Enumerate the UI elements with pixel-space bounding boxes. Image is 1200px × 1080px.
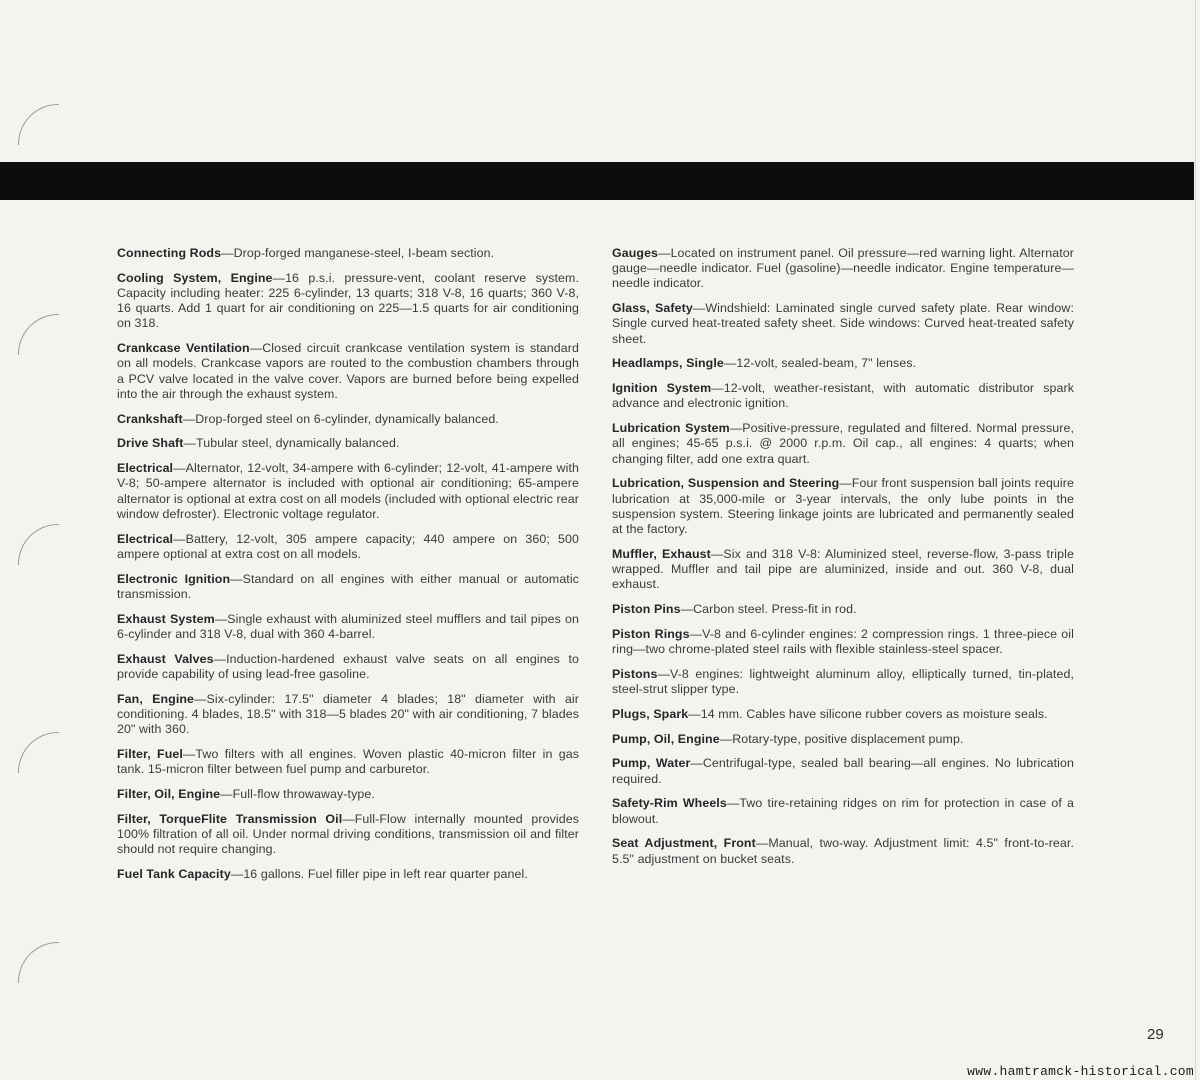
spec-term: Pump, Water: [612, 756, 691, 771]
spec-term: Ignition System: [612, 381, 712, 396]
spec-term: Drive Shaft: [117, 436, 184, 451]
spec-entry: Crankcase Ventilation—Closed circuit crankcase ventilation system is standard on all models. Crankcase vapors are routed to the combustion chambers through a PCV valve located in the valve cover. Vapors are burned before being expelled into the air through the exhaust system.: [117, 341, 579, 401]
spec-entry: Pump, Oil, Engine—Rotary-type, positive displacement pump.: [612, 731, 964, 746]
spec-text: Drop-forged steel on 6-cylinder, dynamically balanced.: [195, 411, 499, 426]
spec-entry: Safety-Rim Wheels—Two tire-retaining ridges on rim for protection in case of a blowout.: [612, 796, 1075, 826]
spec-text: Tubular steel, dynamically balanced.: [196, 436, 400, 451]
spec-entry: Filter, TorqueFlite Transmission Oil—Full-Flow internally mounted provides 100% filtration of all oil. Under normal driving conditions, transmission oil and filter should not require changing.: [117, 811, 579, 857]
spec-entry: Muffler, Exhaust—Six and 318 V-8: Aluminized steel, reverse-flow, 3-pass triple wrapped. Muffler and tail pipe are aluminized, inside and out. 360 V-8, dual exhaust.: [612, 546, 1074, 592]
spec-entry: Connecting Rods—Drop-forged manganese-steel, I-beam section.: [117, 246, 495, 260]
spec-term: Plugs, Spark: [612, 706, 689, 721]
page-number: 29: [1147, 1026, 1164, 1043]
spec-term: Filter, TorqueFlite Transmission Oil: [117, 811, 343, 826]
spec-entry: Pump, Water—Centrifugal-type, sealed ball bearing—all engines. No lubrication required.: [612, 756, 1074, 786]
spec-entry: Electrical—Alternator, 12-volt, 34-ampere with 6-cylinder; 12-volt, 41-ampere with V-8; 50-ampere alternator is included with optional air conditioning; 65-ampere alternator is optional at extra cost on all models (included with optional electric rear window defroster). Electronic voltage regulator.: [117, 461, 579, 521]
spec-term: Filter, Oil, Engine: [117, 786, 221, 801]
spec-text: Full-Flow internally mounted provides 100% filtration of all oil. Under normal driving conditions, transmission oil and filter should not require changing.: [117, 811, 579, 857]
spec-term: Pistons: [612, 666, 658, 681]
spec-entry: Exhaust Valves—Induction-hardened exhaust valve seats on all engines to provide capability of using lead-free gasoline.: [117, 651, 579, 681]
spec-entry: Fan, Engine—Six-cylinder: 17.5" diameter 4 blades; 18" diameter with air conditioning. 4 blades, 18.5" with 318—5 blades 20" with air conditioning, 7 blades 20" with 360.: [117, 691, 579, 737]
spec-text: 14 mm. Cables have silicone rubber covers as moisture seals.: [700, 706, 1048, 721]
spec-text: Drop-forged manganese-steel, I-beam section.: [233, 246, 495, 260]
spec-entry: Piston Rings—V-8 and 6-cylinder engines: 2 compression rings. 1 three-piece oil ring—two chrome-plated steel rails with flexible stainless-steel spacer.: [612, 626, 1074, 657]
spec-term: Glass, Safety: [612, 301, 693, 316]
binder-hole-icon: [18, 942, 59, 983]
spec-term: Headlamps, Single: [612, 356, 724, 371]
spec-text: Full-flow throwaway-type.: [232, 786, 375, 801]
spec-term: Filter, Fuel: [117, 746, 183, 761]
spec-text: V-8 engines: lightweight aluminum alloy, elliptically turned, tin-plated, steel-strut slipper type.: [612, 666, 1074, 697]
spec-text: V-8 and 6-cylinder engines: 2 compression rings. 1 three-piece oil ring—two chrome-plated steel rails with flexible stainless-steel spacer.: [612, 626, 1074, 657]
spec-term: Crankshaft: [117, 411, 183, 426]
spec-entry: Fuel Tank Capacity—16 gallons. Fuel filler pipe in left rear quarter panel.: [117, 866, 528, 881]
spec-text: Six-cylinder: 17.5" diameter 4 blades; 18" diameter with air conditioning. 4 blades, 18.5" with 318—5 blades 20" with air conditioning, 7 blades 20" with 360.: [117, 691, 579, 737]
spec-text: Windshield: Laminated single curved safety plate. Rear window: Single curved heat-treated safety sheet. Side windows: Curved heat-treated safety sheet.: [612, 301, 1074, 346]
spec-term: Electronic Ignition: [117, 571, 231, 586]
spec-entry: Gauges—Located on instrument panel. Oil pressure—red warning light. Alternator gauge—needle indicator. Fuel (gasoline)—needle indicator. Engine temperature—needle indicator.: [612, 246, 1074, 291]
spec-term: Fuel Tank Capacity: [117, 866, 231, 881]
spec-text: 16 gallons. Fuel filler pipe in left rear quarter panel.: [243, 866, 528, 881]
spec-entry: Pistons—V-8 engines: lightweight aluminum alloy, elliptically turned, tin-plated, steel-strut slipper type.: [612, 666, 1074, 697]
spec-term: Pump, Oil, Engine: [612, 731, 720, 746]
spec-term: Crankcase Ventilation: [117, 341, 250, 356]
spec-entry: Lubrication System—Positive-pressure, regulated and filtered. Normal pressure, all engines; 45-65 p.s.i. @ 2000 r.p.m. Oil cap., all engines: 4 quarts; when changing filter, add one extra quart.: [612, 421, 1074, 466]
spec-entry: Electrical—Battery, 12-volt, 305 ampere capacity; 440 ampere on 360; 500 ampere optional at extra cost on all models.: [117, 531, 579, 561]
spec-term: Electrical: [117, 461, 174, 476]
header-bar: [0, 162, 1194, 200]
spec-term: Muffler, Exhaust: [612, 546, 711, 561]
spec-text: 16 p.s.i. pressure-vent, coolant reserve system. Capacity including heater: 225 6-cylinder, 13 quarts; 318 V-8, 16 quarts; 360 V-8, 16 quarts. Add 1 quart for air conditioning on 225—1.5 quarts for air conditioning on 318.: [117, 270, 579, 331]
spec-text: Battery, 12-volt, 305 ampere capacity; 440 ampere on 360; 500 ampere optional at extra cost on all models.: [117, 531, 579, 561]
spec-column-left: [117, 246, 579, 892]
spec-term: Lubrication System: [612, 421, 730, 436]
spec-term: Piston Rings: [612, 626, 690, 641]
spec-term: Electrical: [117, 531, 174, 546]
watermark: www.hamtramck-historical.com: [967, 1064, 1194, 1079]
binder-hole-icon: [18, 524, 59, 565]
spec-text: Alternator, 12-volt, 34-ampere with 6-cylinder; 12-volt, 41-ampere with V-8; 50-ampere alternator is included with optional air conditioning; 65-ampere alternator is optional at extra cost on all models (included with optional electric rear window defroster). Electronic voltage regulator.: [117, 461, 579, 521]
spec-entry: Seat Adjustment, Front—Manual, two-way. Adjustment limit: 4.5" front-to-rear. 5.5" adjustment on bucket seats.: [612, 836, 1074, 866]
spec-term: Exhaust System: [117, 611, 215, 626]
spec-text: Two tire-retaining ridges on rim for protection in case of a blowout.: [612, 796, 1075, 826]
spec-text: Rotary-type, positive displacement pump.: [732, 731, 964, 746]
spec-text: Four front suspension ball joints require lubrication at 35,000-mile or 3-year intervals, the only lube points in the suspension system. Steering linkage joints are lubricated and permanently sealed at the factory.: [612, 476, 1074, 537]
spec-term: Connecting Rods: [117, 246, 222, 260]
binder-hole-icon: [18, 314, 59, 355]
spec-term: Seat Adjustment, Front: [612, 836, 756, 851]
spec-entry: Lubrication, Suspension and Steering—Four front suspension ball joints require lubrication at 35,000-mile or 3-year intervals, the only lube points in the suspension system. Steering linkage joints are lubricated and permanently sealed at the factory.: [612, 476, 1074, 537]
spec-text: Located on instrument panel. Oil pressure—red warning light. Alternator gauge—needle indicator. Fuel (gasoline)—needle indicator. Engine temperature—needle indicator.: [612, 246, 1074, 291]
spec-text: Induction-hardened exhaust valve seats on all engines to provide capability of using lead-free gasoline.: [117, 651, 579, 681]
spec-term: Piston Pins: [612, 602, 681, 617]
spec-entry: Cooling System, Engine—16 p.s.i. pressure-vent, coolant reserve system. Capacity including heater: 225 6-cylinder, 13 quarts; 318 V-8, 16 quarts; 360 V-8, 16 quarts. Add 1 quart for air conditioning on 225—1.5 quarts for air conditioning on 318.: [117, 270, 579, 331]
spec-text: Positive-pressure, regulated and filtered. Normal pressure, all engines; 45-65 p.s.i. @ 2000 r.p.m. Oil cap., all engines: 4 quarts; when changing filter, add one extra quart.: [612, 421, 1074, 466]
page-edge: [1195, 0, 1196, 1080]
spec-entry: Crankshaft—Drop-forged steel on 6-cylinder, dynamically balanced.: [117, 411, 499, 426]
spec-term: Fan, Engine: [117, 691, 195, 706]
spec-text: Single exhaust with aluminized steel mufflers and tail pipes on 6-cylinder and 318 V-8, dual with 360 4-barrel.: [117, 611, 579, 641]
spec-entry: Headlamps, Single—12-volt, sealed-beam, 7" lenses.: [612, 356, 917, 371]
spec-text: Closed circuit crankcase ventilation system is standard on all models. Crankcase vapors are routed to the combustion chambers through a PCV valve located in the valve cover. Vapors are burned before being expelled into the air through the exhaust system.: [117, 341, 579, 401]
spec-entry: Drive Shaft—Tubular steel, dynamically balanced.: [117, 436, 400, 451]
spec-entry: Plugs, Spark—14 mm. Cables have silicone rubber covers as moisture seals.: [612, 706, 1048, 721]
spec-text: Carbon steel. Press-fit in rod.: [693, 602, 857, 617]
spec-term: Cooling System, Engine: [117, 270, 273, 285]
spec-column-right: [612, 246, 1074, 876]
binder-hole-icon: [18, 104, 59, 145]
spec-entry: Filter, Oil, Engine—Full-flow throwaway-type.: [117, 786, 375, 801]
spec-entry: Filter, Fuel—Two filters with all engines. Woven plastic 40-micron filter in gas tank. 15-micron filter between fuel pump and carburetor.: [117, 746, 579, 777]
spec-text: Six and 318 V-8: Aluminized steel, reverse-flow, 3-pass triple wrapped. Muffler and tail pipe are aluminized, inside and out. 360 V-8, dual exhaust.: [612, 546, 1074, 592]
spec-text: Two filters with all engines. Woven plastic 40-micron filter in gas tank. 15-micron filter between fuel pump and carburetor.: [117, 746, 579, 777]
spec-entry: Electronic Ignition—Standard on all engines with either manual or automatic transmission.: [117, 571, 579, 601]
spec-text: Manual, two-way. Adjustment limit: 4.5" front-to-rear. 5.5" adjustment on bucket seats.: [612, 836, 1074, 866]
spec-term: Gauges: [612, 246, 659, 260]
spec-text: 12-volt, weather-resistant, with automatic distributor spark advance and electronic ignition.: [612, 381, 1074, 411]
spec-term: Lubrication, Suspension and Steering: [612, 476, 840, 491]
spec-text: Standard on all engines with either manual or automatic transmission.: [117, 571, 579, 601]
binder-hole-icon: [18, 732, 59, 773]
spec-entry: Ignition System—12-volt, weather-resistant, with automatic distributor spark advance and electronic ignition.: [612, 381, 1074, 411]
spec-term: Safety-Rim Wheels: [612, 796, 727, 811]
spec-term: Exhaust Valves: [117, 651, 214, 666]
spec-text: 12-volt, sealed-beam, 7" lenses.: [736, 356, 917, 371]
spec-entry: Exhaust System—Single exhaust with aluminized steel mufflers and tail pipes on 6-cylinder and 318 V-8, dual with 360 4-barrel.: [117, 611, 579, 641]
spec-text: Centrifugal-type, sealed ball bearing—all engines. No lubrication required.: [612, 756, 1074, 786]
spec-entry: Glass, Safety—Windshield: Laminated single curved safety plate. Rear window: Single curved heat-treated safety sheet. Side windows: Curved heat-treated safety sheet.: [612, 301, 1074, 346]
spec-entry: Piston Pins—Carbon steel. Press-fit in rod.: [612, 602, 857, 617]
